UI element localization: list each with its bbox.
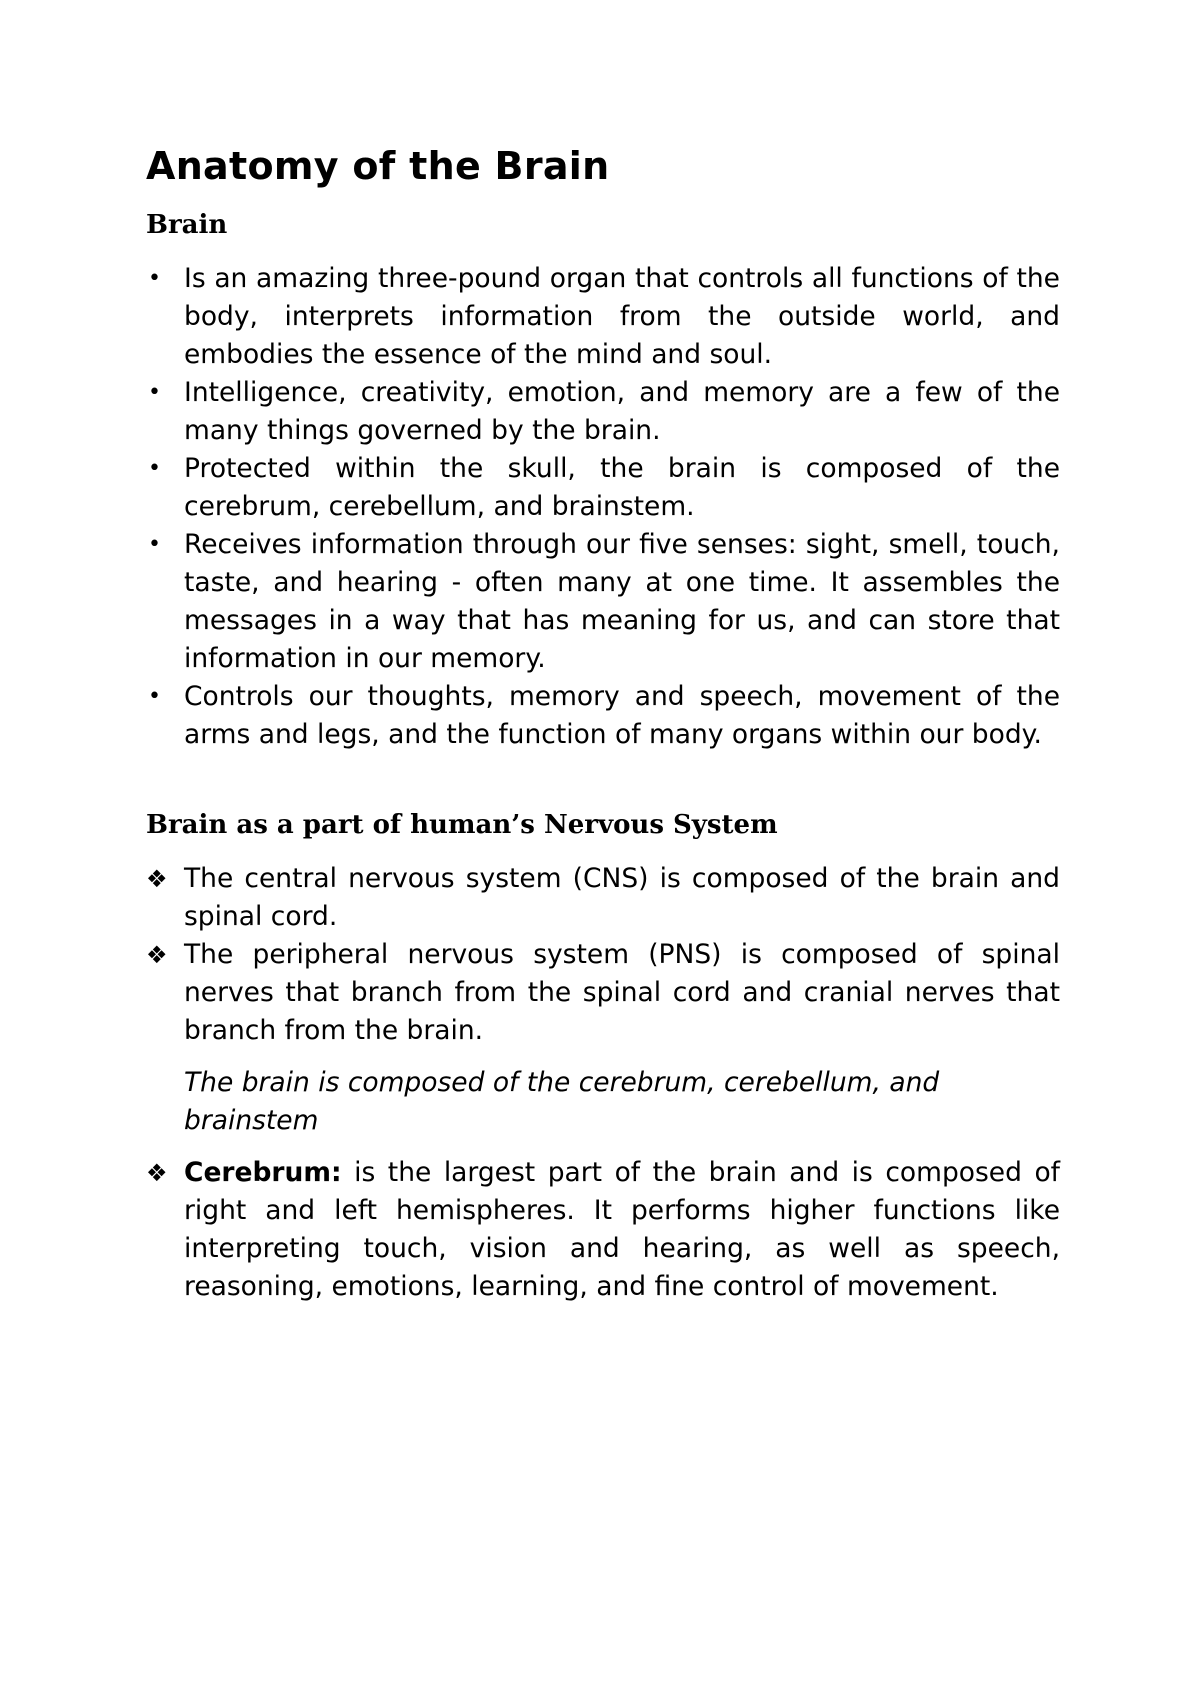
document-title: Anatomy of the Brain	[146, 144, 610, 188]
list-item	[146, 1154, 1060, 1306]
list-item	[146, 678, 1060, 754]
bullet-icon: •	[148, 456, 161, 481]
list-item	[146, 260, 1060, 374]
brain-bullet-list	[146, 260, 1060, 754]
list-item	[146, 450, 1060, 526]
diamond-bullet-icon: ❖	[146, 1159, 168, 1187]
list-item-text: Receives information through our five senses: sight, smell, touch, taste, and hearing - often many at one time. It assembles the messages in a way that has meaning for us, and can store that information in our memory.	[184, 529, 1060, 674]
cerebrum-term: Cerebrum:	[184, 1157, 342, 1188]
diamond-bullet-icon: ❖	[146, 941, 168, 969]
nervous-system-list	[146, 860, 1060, 1050]
cerebrum-list	[146, 1154, 1060, 1306]
list-item-text: Protected within the skull, the brain is composed of the cerebrum, cerebellum, and brainstem.	[184, 453, 1060, 522]
cerebrum-description: is the largest part of the brain and is composed of right and left hemispheres. It performs higher functions like interpreting touch, vision and hearing, as well as speech, reasoning, emotions, learning, and fine control of movement.	[184, 1157, 1060, 1302]
list-item	[146, 860, 1060, 936]
list-item-text: The central nervous system (CNS) is composed of the brain and spinal cord.	[184, 863, 1060, 932]
section-heading-nervous-system: Brain as a part of human’s Nervous System	[146, 810, 778, 840]
list-item	[146, 374, 1060, 450]
list-item-text: Controls our thoughts, memory and speech, movement of the arms and legs, and the function of many organs within our body.	[184, 681, 1060, 750]
bullet-icon: •	[148, 532, 161, 557]
italic-note: The brain is composed of the cerebrum, cerebellum, and brainstem	[184, 1067, 940, 1136]
list-item-text: Is an amazing three-pound organ that controls all functions of the body, interprets information from the outside world, and embodies the essence of the mind and soul.	[184, 263, 1060, 370]
bullet-icon: •	[148, 684, 161, 709]
list-item	[146, 936, 1060, 1050]
list-item-text: Intelligence, creativity, emotion, and memory are a few of the many things governed by the brain.	[184, 377, 1060, 446]
list-item	[146, 526, 1060, 678]
bullet-icon: •	[148, 266, 161, 291]
list-item-text: The peripheral nervous system (PNS) is composed of spinal nerves that branch from the spinal cord and cranial nerves that branch from the brain.	[184, 939, 1060, 1046]
section-heading-brain: Brain	[146, 210, 228, 240]
bullet-icon: •	[148, 380, 161, 405]
diamond-bullet-icon: ❖	[146, 865, 168, 893]
document-content	[146, 140, 1060, 1306]
